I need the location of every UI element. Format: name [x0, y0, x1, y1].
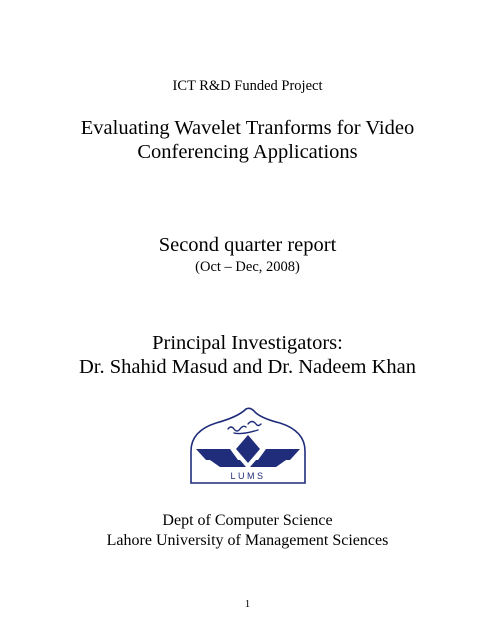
- report-period: (Oct – Dec, 2008): [195, 259, 300, 275]
- project-supertitle: ICT R&D Funded Project: [172, 78, 323, 94]
- report-title: Second quarter report: [158, 234, 337, 256]
- lums-logo: [186, 407, 310, 487]
- investigators-names: Dr. Shahid Masud and Dr. Nadeem Khan: [78, 356, 417, 378]
- title-line-2: Conferencing Applications: [137, 141, 358, 163]
- logo-center-diamond: [236, 435, 260, 463]
- university: Lahore University of Management Sciences: [106, 532, 389, 549]
- logo-calligraphy: [228, 422, 261, 434]
- logo-lower-right: [250, 460, 286, 467]
- department: Dept of Computer Science: [162, 512, 333, 529]
- logo-left-wing: [196, 449, 238, 460]
- title-line-1: Evaluating Wavelet Tranforms for Video: [80, 117, 415, 139]
- lums-logo-graphic: [186, 407, 310, 487]
- page-number: 1: [244, 598, 251, 610]
- investigators-heading: Principal Investigators:: [152, 332, 343, 354]
- logo-text: LUMS: [230, 471, 266, 481]
- logo-lower-left: [210, 460, 246, 467]
- logo-right-wing: [258, 449, 300, 460]
